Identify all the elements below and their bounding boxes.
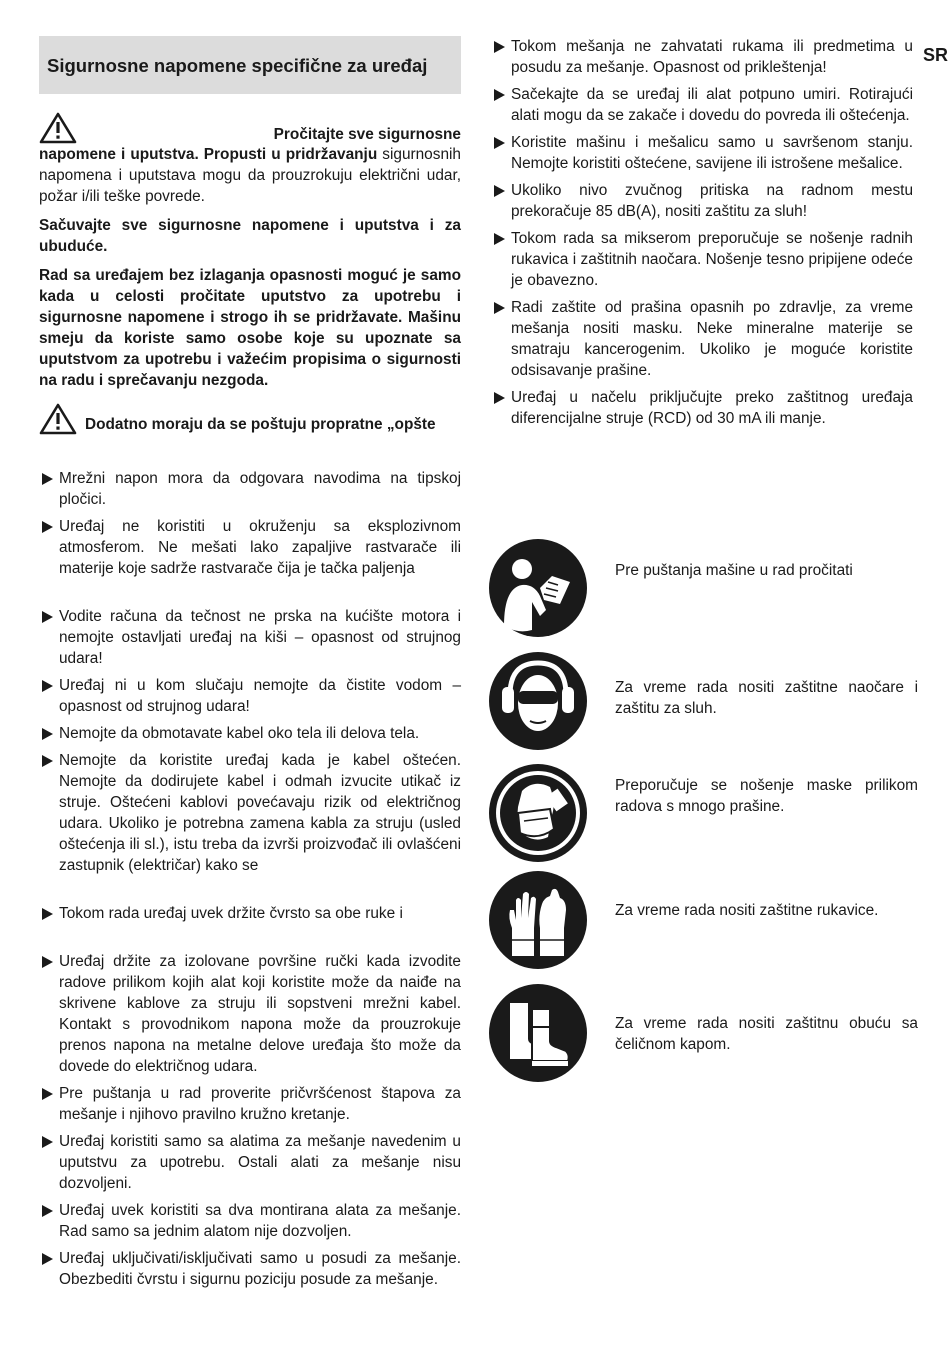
- sign-text: Za vreme rada nositi zaštitne naočare i zaštitu za sluh.: [615, 679, 918, 717]
- warning-triangle-icon: [39, 112, 77, 144]
- section-heading: Sigurnosne napomene specifične za uređaj: [39, 36, 461, 94]
- list-item: Tokom rada sa mikserom preporučuje se nošenje radnih rukavica i zaštitnih naočara. Nošenje tesno pripijene odeće je obavezno.: [491, 228, 913, 291]
- sign-text: Preporučuje se nošenje maske prilikom radova s mnogo prašine.: [615, 777, 918, 815]
- additional-notice: [39, 403, 461, 435]
- sign-safety-boots: [488, 983, 918, 1083]
- warning-intro-first: Pročitajte sve sigurnosne: [273, 126, 461, 143]
- language-tag: SR: [923, 45, 949, 65]
- warning-intro: [39, 112, 461, 207]
- list-item: Sačekajte da se uređaj ili alat potpuno umiri. Rotirajući alati mogu da se zakače i dovedu do povreda ili oštećenja.: [491, 84, 913, 126]
- sign-dust-mask: [488, 763, 918, 863]
- sign-goggles-earmuffs: [488, 651, 918, 751]
- list-item: Mrežni napon mora da odgovara navodima na tipskoj pločici.: [39, 468, 461, 510]
- goggles-earmuffs-icon: [488, 651, 588, 751]
- left-bullet-list: [39, 468, 461, 1290]
- dust-mask-icon: [488, 763, 588, 863]
- warning-intro-rest: sigurnosnih napomena i uputstava mogu da prouzrokuju električni udar, požar i/ili teške povrede.: [39, 146, 461, 205]
- left-column: [39, 36, 461, 1296]
- list-item: Koristite mašinu i mešalicu samo u savršenom stanju. Nemojte koristiti oštećene, savijene ili istrošene mešalice.: [491, 132, 913, 174]
- list-item: Tokom mešanja ne zahvatati rukama ili predmetima u posudu za mešanje. Opasnost od prikleštenja!: [491, 36, 913, 78]
- sign-text: Za vreme rada nositi zaštitne rukavice.: [615, 902, 879, 919]
- list-item: Vodite računa da tečnost ne prska na kućište motora i nemojte ostavljati uređaj na kiši – opasnost od strujnog udara!: [39, 606, 461, 669]
- list-item: Nemojte da obmotavate kabel oko tela ili delova tela.: [39, 723, 461, 744]
- list-item: Uređaj koristiti samo sa alatima za mešanje navedenim u uputstvu za upotrebu. Ostali alati za mešanje nisu dozvoljeni.: [39, 1131, 461, 1194]
- warning-intro-bold: napomene i uputstva. Propusti u pridržavanju: [39, 146, 378, 163]
- right-column: [491, 36, 913, 435]
- list-item: Uređaj držite za izolovane površine ručki kada izvodite radove prilikom kojih alat koji koristite može da naiđe na skrivene kablove za struju ili sopstveni mrežni kabel. Kontakt s provodnikom napona može da prouzrokuje prenos napona na metalne delove uređaja što može da dovede do električnog udara.: [39, 951, 461, 1077]
- list-item: Pre puštanja u rad proverite pričvršćenost štapova za mešanje i njihovo pravilno kružno kretanje.: [39, 1083, 461, 1125]
- list-item: Ukoliko nivo zvučnog pritiska na radnom mestu prekoračuje 85 dB(A), nositi zaštitu za sluh!: [491, 180, 913, 222]
- additional-notice-text: Dodatno moraju da se poštuju propratne „opšte: [85, 416, 436, 433]
- sign-text: Za vreme rada nositi zaštitnu obuću sa čeličnom kapom.: [615, 1015, 918, 1053]
- list-item: Tokom rada uređaj uvek držite čvrsto sa obe ruke i: [39, 903, 461, 924]
- list-item: Uređaj u načelu priključujte preko zaštitnog uređaja diferencijalne struje (RCD) od 30 mA ili manje.: [491, 387, 913, 429]
- safety-boot-icon: [488, 983, 588, 1083]
- read-manual-icon: [488, 538, 588, 638]
- keep-notice: Sačuvajte sve sigurnosne napomene i uputstva i za ubuduće.: [39, 217, 461, 255]
- sign-text: Pre puštanja mašine u rad pročitati: [615, 562, 853, 579]
- list-item: Nemojte da koristite uređaj kada je kabel oštećen. Nemojte da dodirujete kabel i odmah izvucite utikač iz struje. Oštećeni kablovi povećavaju rizik od električnog udara. Ukoliko je potrebna zamena kabla za struju (usled oštećenja ili sl.), istu treba da izvrši proizvođač ili ovlašćeni zastupnik (električar) kako se: [39, 750, 461, 876]
- list-item: Uređaj ni u kom slučaju nemojte da čistite vodom – opasnost od strujnog udara!: [39, 675, 461, 717]
- warning-triangle-icon: [39, 403, 77, 435]
- gloves-icon: [488, 870, 588, 970]
- sign-read-manual: [488, 538, 918, 638]
- list-item: Uređaj ne koristiti u okruženju sa eksplozivnom atmosferom. Ne mešati lako zapaljive rastvarače ili materije koje sadrže rastvarače čija je tačka paljenja: [39, 516, 461, 579]
- list-item: Radi zaštite od prašina opasnih po zdravlje, za vreme mešanja nositi masku. Neke mineralne materije se smatraju kancerogenim. Ukoliko je moguće koristite odsisavanje prašine.: [491, 297, 913, 381]
- work-notice: Rad sa uređajem bez izlaganja opasnosti moguć je samo kada u celosti pročitate uputstvo za upotrebu i sigurnosne napomene i strogo ih se pridržavate. Mašinu smeju da koriste samo osobe koje su upoznate sa uputstvom za upotrebu i važećim propisima o sigurnosti na radu i sprečavanju nezgoda.: [39, 267, 461, 389]
- list-item: Uređaj uvek koristiti sa dva montirana alata za mešanje. Rad samo sa jednim alatom nije dozvoljen.: [39, 1200, 461, 1242]
- list-item: Uređaj uključivati/isključivati samo u posudi za mešanje. Obezbediti čvrstu i sigurnu poziciju posude za mešanje.: [39, 1248, 461, 1290]
- sign-gloves: [488, 870, 918, 970]
- right-bullet-list: [491, 36, 913, 429]
